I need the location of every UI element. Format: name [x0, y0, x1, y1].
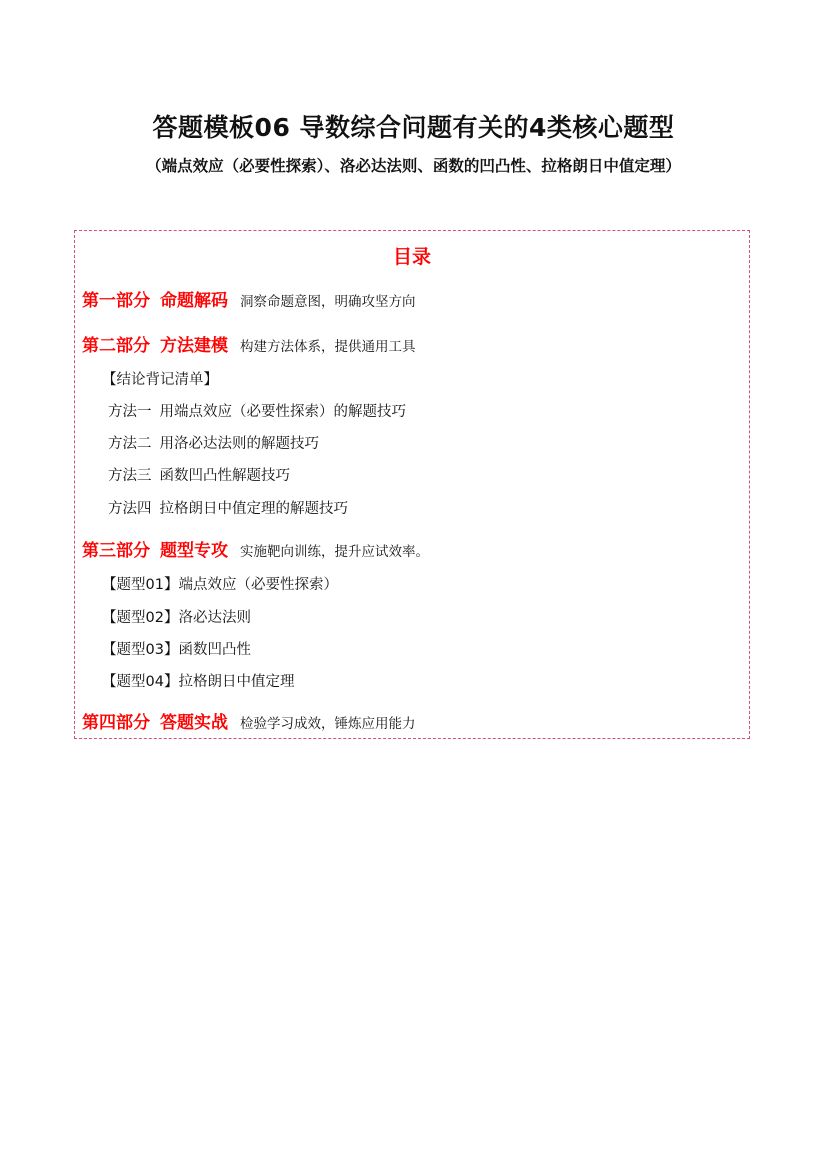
toc-part-4[interactable] — [82, 708, 416, 733]
toc-part-3[interactable] — [82, 536, 429, 561]
toc-conclusion-list[interactable]: 【结论背记清单】 — [102, 372, 218, 388]
toc-heading: 目录 — [392, 246, 431, 268]
document-title: 答题模板06 导数综合问题有关的4类核心题型 — [152, 113, 675, 142]
method-label: 方法三 — [108, 468, 152, 484]
method-text: 用洛必达法则的解题技巧 — [159, 436, 319, 452]
part-name: 命题解码 — [160, 291, 228, 311]
toc-method-3[interactable] — [108, 464, 290, 485]
part-name: 题型专攻 — [160, 541, 228, 561]
part-description: 实施靶向训练，提升应试效率。 — [240, 544, 429, 560]
table-of-contents — [74, 230, 750, 739]
method-label: 方法四 — [108, 501, 152, 517]
toc-part-1[interactable] — [82, 286, 416, 311]
toc-type-1[interactable]: 【题型01】端点效应（必要性探索） — [102, 577, 338, 593]
part-number: 第二部分 — [82, 336, 150, 356]
part-name: 答题实战 — [160, 713, 228, 733]
toc-method-1[interactable] — [108, 400, 406, 421]
toc-type-4[interactable]: 【题型04】拉格朗日中值定理 — [102, 674, 295, 690]
part-description: 洞察命题意图，明确攻坚方向 — [240, 294, 416, 310]
toc-type-2[interactable]: 【题型02】洛必达法则 — [102, 610, 251, 626]
toc-method-4[interactable] — [108, 497, 348, 518]
method-label: 方法二 — [108, 436, 152, 452]
method-text: 函数凹凸性解题技巧 — [159, 468, 290, 484]
part-number: 第三部分 — [82, 541, 150, 561]
part-description: 构建方法体系，提供通用工具 — [240, 339, 416, 355]
part-name: 方法建模 — [160, 336, 228, 356]
method-label: 方法一 — [108, 404, 152, 420]
part-description: 检验学习成效，锤炼应用能力 — [240, 716, 416, 732]
method-text: 拉格朗日中值定理的解题技巧 — [159, 501, 348, 517]
toc-part-2[interactable] — [82, 331, 416, 356]
toc-method-2[interactable] — [108, 432, 319, 453]
part-number: 第四部分 — [82, 713, 150, 733]
document-subtitle: （端点效应（必要性探索）、洛必达法则、函数的凹凸性、拉格朗日中值定理） — [146, 156, 681, 175]
part-number: 第一部分 — [82, 291, 150, 311]
method-text: 用端点效应（必要性探索）的解题技巧 — [159, 404, 406, 420]
toc-type-3[interactable]: 【题型03】函数凹凸性 — [102, 642, 251, 658]
